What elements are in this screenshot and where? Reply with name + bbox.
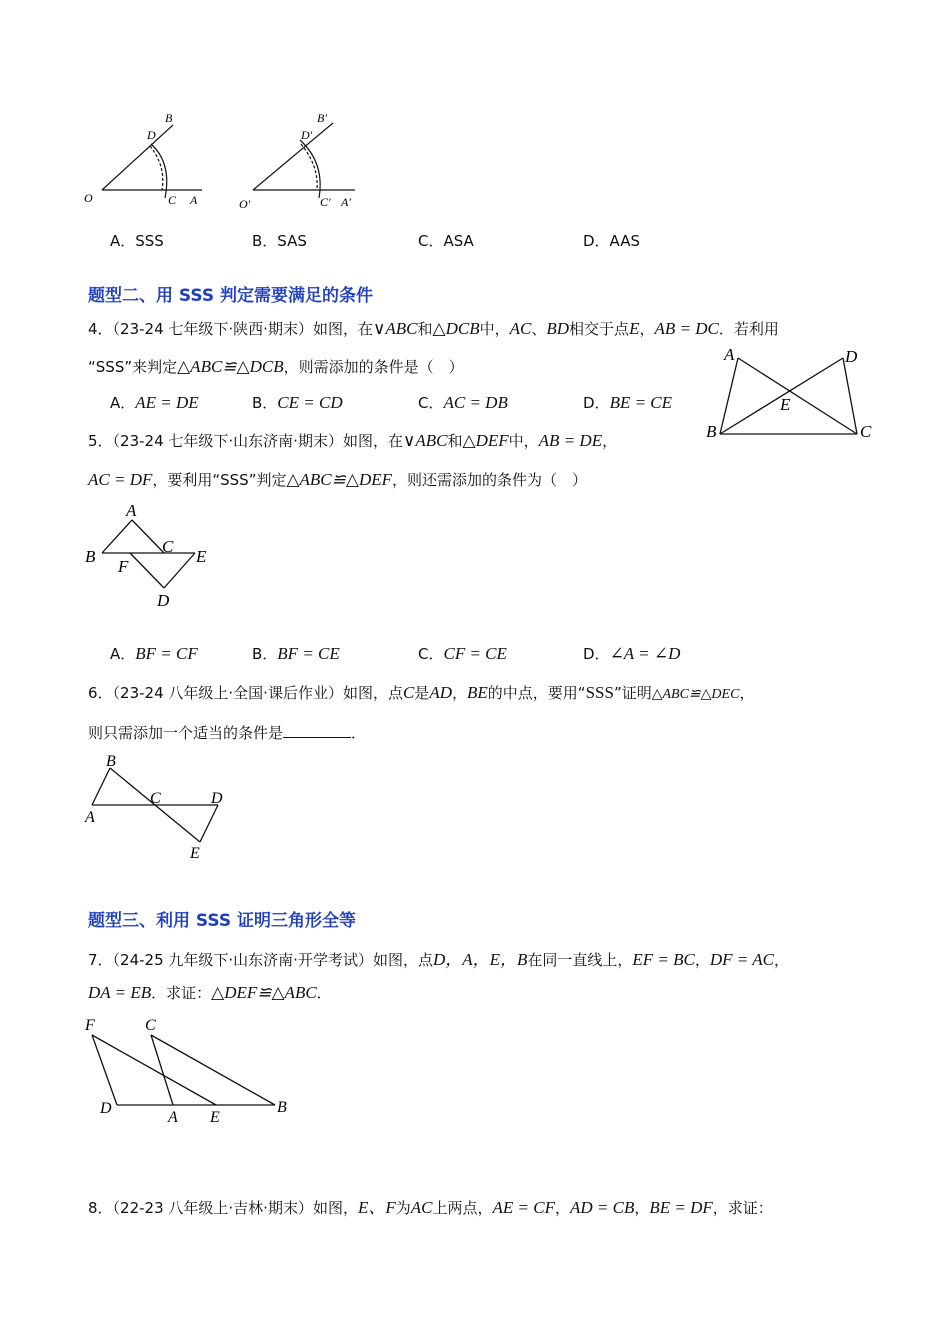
q7-da-eb: DA = EB bbox=[88, 983, 152, 1002]
q7-comma: ， bbox=[694, 951, 710, 969]
q8-two: 上两点， bbox=[432, 1199, 493, 1217]
q4-fig-label-c: C bbox=[860, 422, 872, 441]
q7-fig-label-f: F bbox=[85, 1017, 95, 1034]
q4-triangle-1: ∨ABC bbox=[372, 319, 418, 338]
q5-option-c: C．CF = CE bbox=[418, 644, 507, 663]
q7-end: ， bbox=[773, 951, 789, 969]
q6-figure bbox=[80, 750, 240, 865]
q3-fig1-label-d: D bbox=[147, 128, 156, 142]
q7-fig-label-c: C bbox=[145, 1017, 156, 1034]
q4-congruence: △ABC≌△DCB bbox=[177, 357, 284, 376]
q5-ab-de: AB = DE bbox=[538, 431, 603, 450]
q8-source: （22-23 八年级上·吉林·期末）如图， bbox=[112, 1199, 358, 1217]
q4-option-c: C．AC = DB bbox=[418, 393, 508, 412]
q7-line-2 bbox=[88, 982, 332, 1003]
q4-fig-label-a: A bbox=[724, 345, 735, 364]
q7-fig-label-b: B bbox=[277, 1099, 287, 1116]
q5-source: （23-24 七年级下·山东济南·期末）如图，在 bbox=[112, 432, 403, 450]
q5-line-1 bbox=[88, 430, 617, 451]
q4-sep: 、 bbox=[531, 320, 547, 338]
q4-ab-dc: AB = DC bbox=[654, 319, 719, 338]
q5-option-d: D．∠A = ∠D bbox=[583, 644, 681, 663]
q5-line-2 bbox=[88, 469, 587, 490]
q8-points-ef: E、F bbox=[357, 1198, 396, 1217]
q6-answer-blank[interactable] bbox=[283, 723, 351, 738]
q5-tail: ，则还需添加的条件为（ ） bbox=[392, 471, 588, 489]
q4-number: 4． bbox=[88, 320, 113, 338]
section-3-title: 题型三、利用 SSS 证明三角形全等 bbox=[88, 911, 357, 931]
q4-point-e: E bbox=[629, 319, 640, 338]
q3-figure-2 bbox=[235, 108, 375, 213]
q3-option-c: C．ASA bbox=[418, 232, 474, 250]
q5-fig-label-f: F bbox=[118, 557, 129, 576]
q3-option-d: D．AAS bbox=[583, 232, 641, 250]
q4-source: （23-24 七年级下·陕西·期末）如图，在 bbox=[112, 320, 373, 338]
q5-comma: ， bbox=[602, 432, 618, 450]
q7-df-ac: DF = AC bbox=[709, 950, 774, 969]
q3-fig1-label-c: C bbox=[168, 193, 177, 207]
q6-fig-label-a: A bbox=[85, 809, 95, 826]
q6-tail: ， bbox=[739, 684, 755, 702]
q5-figure bbox=[80, 500, 220, 610]
q7-mid: 在同一直线上， bbox=[527, 951, 633, 969]
q4-fig-label-b: B bbox=[706, 422, 717, 441]
q8-number: 8． bbox=[88, 1199, 113, 1217]
q4-option-a: A．AE = DE bbox=[110, 393, 199, 412]
q5-fig-label-b: B bbox=[85, 547, 96, 566]
section-2-title: 题型二、用 SSS 判定需要满足的条件 bbox=[88, 286, 374, 306]
q6-period: ． bbox=[351, 724, 367, 742]
q3-fig2-label-a: A′ bbox=[341, 195, 351, 209]
q7-period: ． bbox=[316, 984, 332, 1002]
q5-option-b: B．BF = CE bbox=[252, 644, 340, 663]
q5-triangle-1: ∨ABC bbox=[402, 431, 448, 450]
q4-fig-label-e: E bbox=[780, 395, 791, 414]
q5-congruence: △ABC≌△DEF bbox=[286, 470, 393, 489]
q4-bd: BD bbox=[546, 319, 570, 338]
q7-congruence: △DEF≌△ABC bbox=[211, 983, 317, 1002]
q4-meet: 相交于点 bbox=[569, 320, 630, 338]
q6-ad: AD bbox=[429, 683, 452, 702]
q8-wei: 为 bbox=[395, 1199, 411, 1217]
q6-line2: 则只需添加一个适当的条件是 bbox=[88, 724, 284, 742]
q7-points: D，A，E，B bbox=[432, 950, 528, 969]
q5-and: 和 bbox=[447, 432, 463, 450]
q5-mid: ，要利用“SSS”判定 bbox=[152, 471, 287, 489]
q6-fig-label-d: D bbox=[211, 790, 223, 807]
q5-fig-label-a: A bbox=[126, 501, 137, 520]
q3-fig2-label-b: B′ bbox=[317, 111, 327, 125]
q6-line-1 bbox=[88, 682, 754, 703]
q3-fig2-label-o: O′ bbox=[239, 197, 251, 211]
q8-ad-cb: AD = CB bbox=[569, 1198, 635, 1217]
q4-triangle-2: △DCB bbox=[432, 319, 480, 338]
q7-source: （24-25 九年级下·山东济南·开学考试）如图，点 bbox=[112, 951, 433, 969]
q8-ae-cf: AE = CF bbox=[492, 1198, 555, 1217]
q6-shi: 是 bbox=[414, 684, 430, 702]
q6-be: BE bbox=[467, 683, 488, 702]
q3-option-a: A．SSS bbox=[110, 232, 164, 250]
q5-ac-df: AC = DF bbox=[88, 470, 153, 489]
q5-zhong: 中， bbox=[508, 432, 539, 450]
q4-and: 和 bbox=[417, 320, 433, 338]
q3-fig1-label-a: A bbox=[190, 193, 198, 207]
q7-figure bbox=[80, 1010, 300, 1125]
q3-figure-1 bbox=[80, 108, 220, 213]
q7-fig-label-d: D bbox=[100, 1100, 112, 1117]
q6-congruence: △ABC≌△DEC bbox=[651, 687, 740, 702]
q6-source: （23-24 八年级上·全国·课后作业）如图，点 bbox=[112, 684, 403, 702]
q5-number: 5． bbox=[88, 432, 113, 450]
q8-tail: ，求证： bbox=[712, 1199, 773, 1217]
q4-line2-a: “SSS”来判定 bbox=[88, 358, 178, 376]
q4-comma: ， bbox=[639, 320, 655, 338]
q6-mid: 的中点，要用“ bbox=[487, 684, 586, 702]
q7-prove: ．求证： bbox=[151, 984, 212, 1002]
q6-sss: SSS bbox=[585, 683, 614, 702]
q8-be-df: BE = DF bbox=[649, 1198, 713, 1217]
q4-fig-label-d: D bbox=[845, 347, 858, 366]
q4-tail: ．若利用 bbox=[718, 320, 779, 338]
q6-number: 6． bbox=[88, 684, 113, 702]
q5-fig-label-c: C bbox=[162, 537, 174, 556]
q6-fig-label-e: E bbox=[190, 845, 200, 862]
q3-fig1-label-o: O bbox=[84, 191, 93, 205]
q8-ac: AC bbox=[410, 1198, 433, 1217]
q4-ac: AC bbox=[509, 319, 532, 338]
q6-mid2: ”证明 bbox=[613, 684, 652, 702]
q6-fig-label-b: B bbox=[106, 753, 116, 770]
q3-option-b: B．SAS bbox=[252, 232, 307, 250]
q7-line-1 bbox=[88, 945, 789, 970]
q4-line-1 bbox=[88, 318, 779, 339]
q8-line-1 bbox=[88, 1193, 773, 1218]
q5-fig-label-d: D bbox=[157, 591, 170, 610]
q7-ef-bc: EF = BC bbox=[632, 950, 695, 969]
q5-fig-label-e: E bbox=[196, 547, 207, 566]
q4-figure bbox=[700, 340, 885, 450]
q3-fig1-label-b: B bbox=[165, 111, 173, 125]
q6-point-c: C bbox=[402, 683, 415, 702]
q6-line-2 bbox=[88, 722, 366, 743]
q6-fig-label-c: C bbox=[150, 790, 161, 807]
q5-triangle-2: △DEF bbox=[462, 431, 509, 450]
q5-option-a: A．BF = CF bbox=[110, 644, 198, 663]
q6-comma: ， bbox=[451, 684, 467, 702]
q7-fig-label-a: A bbox=[168, 1109, 178, 1126]
q3-fig2-label-d: D′ bbox=[301, 128, 313, 142]
q8-comma-1: ， bbox=[554, 1199, 570, 1217]
q4-option-b: B．CE = CD bbox=[252, 393, 343, 412]
q4-option-d: D．BE = CE bbox=[583, 393, 673, 412]
q4-line2-b: ，则需添加的条件是（ ） bbox=[283, 358, 464, 376]
q7-number: 7． bbox=[88, 951, 113, 969]
q4-line-2 bbox=[88, 356, 464, 377]
q3-fig2-label-c: C′ bbox=[320, 195, 331, 209]
q4-zhong: 中， bbox=[479, 320, 510, 338]
q7-fig-label-e: E bbox=[210, 1109, 220, 1126]
q8-comma-2: ， bbox=[634, 1199, 650, 1217]
